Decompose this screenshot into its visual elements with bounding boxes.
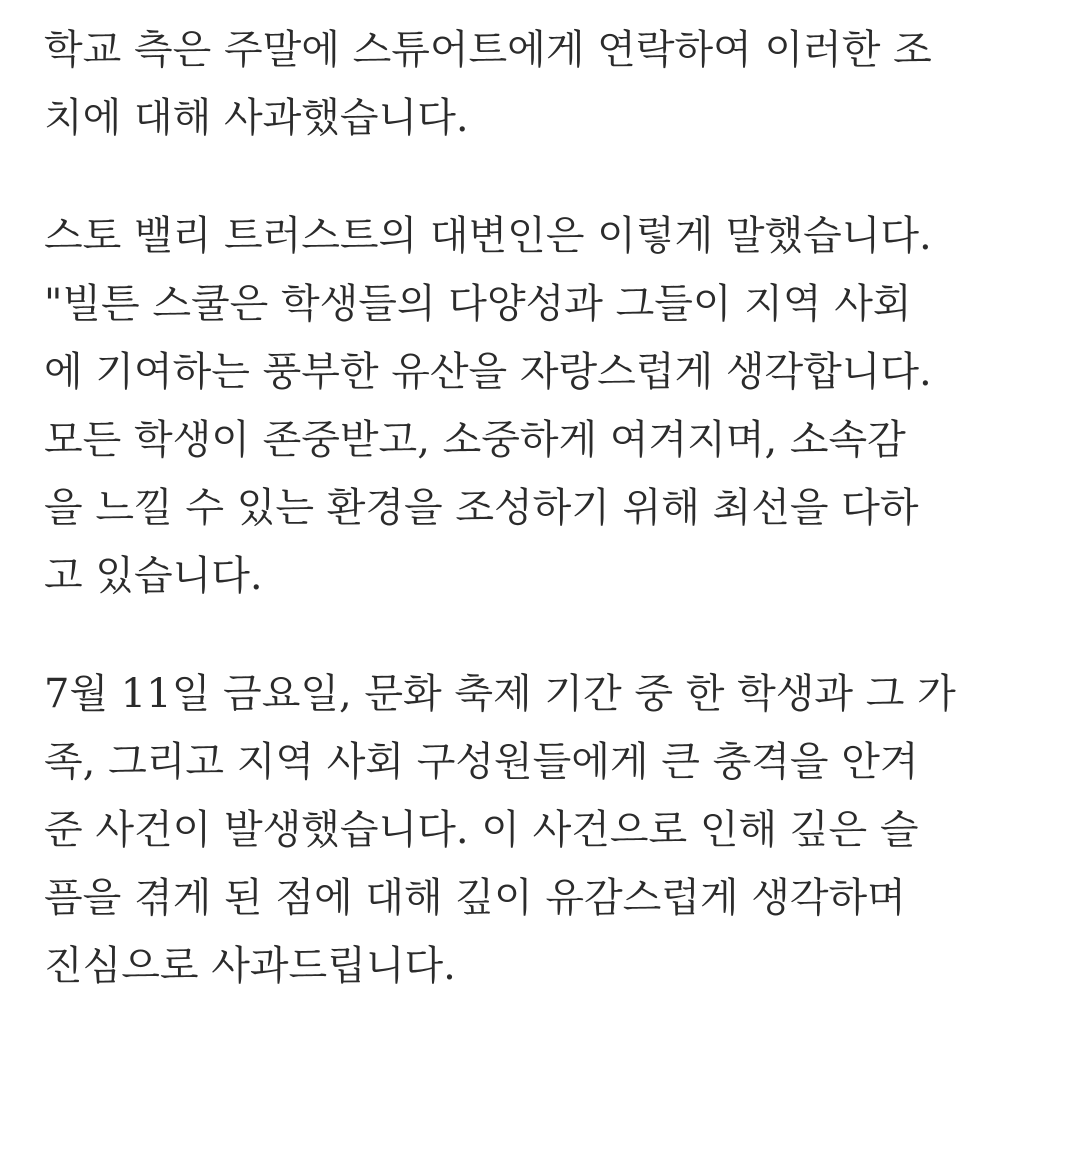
text-line: 스토 밸리 트러스트의 대변인은 이렇게 말했습니다. xyxy=(44,213,932,259)
text-line: 모든 학생이 존중받고, 소중하게 여겨지며, 소속감 xyxy=(44,417,906,463)
text-line: 고 있습니다. xyxy=(44,553,263,599)
text-line: "빌튼 스쿨은 학생들의 다양성과 그들이 지역 사회 xyxy=(44,281,912,327)
paragraph-3 xyxy=(44,660,1080,1000)
paragraph-2 xyxy=(44,202,1080,610)
text-line: 픔을 겪게 된 점에 대해 깊이 유감스럽게 생각하며 xyxy=(44,875,906,921)
text-line: 진심으로 사과드립니다. xyxy=(44,943,456,989)
paragraph-spacer xyxy=(44,610,1080,660)
text-line: 치에 대해 사과했습니다. xyxy=(44,95,469,141)
text-line: 에 기여하는 풍부한 유산을 자랑스럽게 생각합니다. xyxy=(44,349,932,395)
paragraph-1 xyxy=(44,16,1080,152)
text-line: 을 느낄 수 있는 환경을 조성하기 위해 최선을 다하 xyxy=(44,485,919,531)
text-line: 학교 측은 주말에 스튜어트에게 연락하여 이러한 조 xyxy=(44,27,932,73)
text-line: 족, 그리고 지역 사회 구성원들에게 큰 충격을 안겨 xyxy=(44,739,919,785)
text-line: 준 사건이 발생했습니다. 이 사건으로 인해 깊은 슬 xyxy=(44,807,919,853)
text-line: 7월 11일 금요일, 문화 축제 기간 중 한 학생과 그 가 xyxy=(44,671,956,717)
paragraph-spacer xyxy=(44,152,1080,202)
